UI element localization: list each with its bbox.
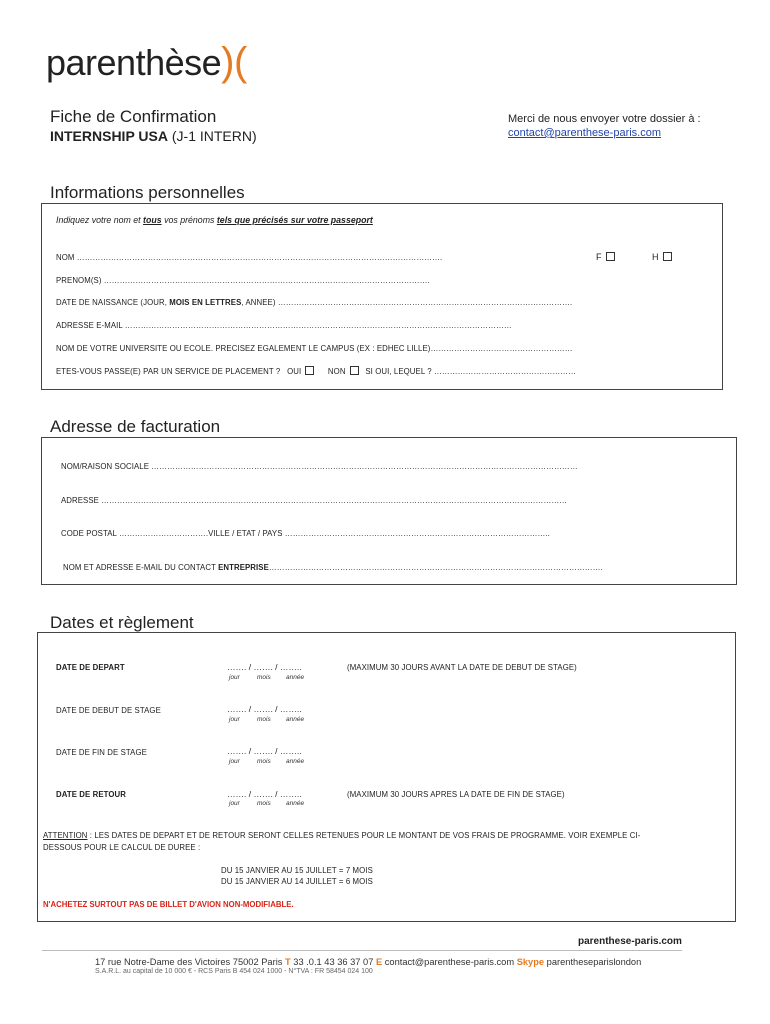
footer-legal: S.A.R.L. au capital de 10 000 € - RCS Paris B 454 024 1000 - N°TVA : FR 58454 024 100 [95, 968, 373, 975]
warning-text: N'ACHETEZ SURTOUT PAS DE BILLET D'AVION NON-MODIFIABLE. [43, 900, 294, 909]
gender-h-checkbox[interactable] [663, 252, 672, 261]
field-contact-entreprise[interactable] [63, 563, 603, 572]
section-heading-dates: Dates et règlement [50, 613, 194, 632]
sub-jour: jour [229, 716, 240, 723]
gender-f-label: F [596, 252, 602, 262]
example-line-2: DU 15 JANVIER AU 14 JUILLET = 6 MOIS [221, 877, 373, 886]
date-sub-depart [229, 674, 304, 681]
instruction-bold: tels que précisés sur votre passeport [216, 215, 373, 225]
date-input-retour[interactable]: ……. / ……. / …….. [227, 789, 302, 799]
date-label-fin: DATE DE FIN DE STAGE [56, 748, 147, 757]
field-adresse[interactable]: ADRESSE …………………………………………………………………………………………………………………………………………………………… [61, 496, 568, 505]
footer-e-key: E [375, 957, 383, 967]
date-input-depart[interactable]: ……. / ……. / …….. [227, 662, 302, 672]
date-sub-debut [229, 716, 304, 723]
field-code-postal[interactable]: CODE POSTAL …………………………….VILLE / ETAT / PAYS ……………………………………………………………………………………….. [61, 529, 550, 538]
placement-oui-checkbox[interactable] [305, 366, 314, 375]
contact-bold: ENTREPRISE [218, 563, 269, 572]
instruction-pre: Indiquez votre nom et [56, 215, 144, 225]
field-universite[interactable]: NOM DE VOTRE UNIVERSITE OU ECOLE. PRECISEZ EGALEMENT LE CAMPUS (EX : EDHEC LILLE)……………………………………………… [56, 344, 573, 353]
contact-pre: NOM ET ADRESSE E-MAIL DU CONTACT [63, 563, 219, 572]
date-label-retour: DATE DE RETOUR [56, 790, 126, 799]
date-input-debut[interactable]: ……. / ……. / …….. [227, 704, 302, 714]
gender-h-option[interactable] [652, 252, 672, 262]
page-subtitle [50, 128, 257, 144]
footer-street: 17 rue Notre-Dame des Victoires 75002 Paris [95, 957, 285, 967]
footer-skype: parentheseparislondon [544, 957, 642, 967]
section-heading-perso: Informations personnelles [50, 183, 245, 202]
placement-non-label: NON [327, 367, 346, 376]
sub-mois: mois [257, 758, 271, 765]
contact-post: ………………………………………………………………………………………………………………. [268, 563, 603, 572]
footer-address [95, 957, 641, 967]
sub-annee: année [286, 800, 305, 807]
sub-mois: mois [257, 716, 271, 723]
date-note-retour: (MAXIMUM 30 JOURS APRES LA DATE DE FIN DE STAGE) [347, 790, 565, 799]
placement-question: ETES-VOUS PASSE(E) PAR UN SERVICE DE PLACEMENT ? [56, 367, 281, 376]
naissance-bold: MOIS EN LETTRES [169, 298, 242, 307]
field-naissance[interactable] [56, 298, 572, 307]
dates-box [37, 632, 736, 922]
date-sub-retour [229, 800, 304, 807]
sub-annee: année [286, 716, 305, 723]
field-prenoms[interactable]: PRENOM(S) ……………………………………………………………………………………………………………. [56, 276, 430, 285]
example-line-1: DU 15 JANVIER AU 15 JUILLET = 7 MOIS [221, 866, 373, 875]
sub-jour: jour [229, 758, 240, 765]
logo-text: parenthèse [46, 42, 222, 83]
perso-box [41, 203, 723, 390]
attention-line-1 [43, 831, 640, 840]
footer-t-key: T [285, 957, 291, 967]
placement-oui-label: OUI [287, 367, 302, 376]
instruction-tous: tous [143, 215, 162, 225]
subtitle-rest: (J-1 INTERN) [167, 128, 257, 144]
date-label-depart: DATE DE DEPART [56, 663, 125, 672]
sub-annee: année [286, 674, 305, 681]
naissance-pre: DATE DE NAISSANCE (JOUR, [56, 298, 170, 307]
footer-skype-key: Skype [516, 957, 545, 967]
subtitle-bold: INTERNSHIP USA [50, 128, 168, 144]
page-title: Fiche de Confirmation [50, 107, 217, 126]
logo [46, 40, 247, 85]
date-sub-fin [229, 758, 304, 765]
logo-paren: )( [221, 40, 247, 84]
sub-mois: mois [257, 800, 271, 807]
field-raison-sociale[interactable]: NOM/RAISON SOCIALE ……………………………………………………………………………………………………………………………………………… [61, 462, 578, 471]
date-note-depart: (MAXIMUM 30 JOURS AVANT LA DATE DE DEBUT DE STAGE) [347, 663, 577, 672]
attention-text: : LES DATES DE DEPART ET DE RETOUR SERONT CELLES RETENUES POUR LE MONTANT DE VOS FRAIS DE PROGRAMME. VOIR EXEMPLE CI- [87, 831, 641, 840]
attention-label: ATTENTION [43, 831, 88, 840]
contact-email-link[interactable]: contact@parenthese-paris.com [508, 127, 662, 139]
section-heading-facturation: Adresse de facturation [50, 417, 221, 436]
field-nom[interactable]: NOM …………………………………………………………………………………………………………………………. [56, 253, 443, 262]
footer-email[interactable]: contact@parenthese-paris.com [382, 957, 517, 967]
footer-website[interactable]: parenthese-paris.com [578, 936, 682, 947]
sub-jour: jour [229, 674, 240, 681]
footer-divider [42, 950, 682, 951]
footer-phone: 33 .0.1 43 36 37 07 [290, 957, 376, 967]
instruction-mid: vos prénoms [161, 215, 217, 225]
sub-annee: année [286, 758, 305, 765]
contact-note: Merci de nous envoyer votre dossier à : [508, 113, 701, 125]
date-label-debut: DATE DE DEBUT DE STAGE [56, 706, 161, 715]
gender-f-option[interactable] [596, 252, 615, 262]
field-placement [56, 366, 576, 376]
attention-line-2: DESSOUS POUR LE CALCUL DE DUREE : [43, 843, 201, 852]
field-email[interactable]: ADRESSE E-MAIL ………………………………………………………………………………………………………………………………… [56, 321, 512, 330]
gender-f-checkbox[interactable] [606, 252, 615, 261]
sub-jour: jour [229, 800, 240, 807]
gender-h-label: H [652, 252, 659, 262]
placement-lequel-field[interactable]: SI OUI, LEQUEL ? ……………………………………………… [365, 367, 577, 376]
date-input-fin[interactable]: ……. / ……. / …….. [227, 746, 302, 756]
sub-mois: mois [257, 674, 271, 681]
naissance-post: , ANNEE) …………………………………………………………………………………………………. [241, 298, 573, 307]
perso-instruction [56, 215, 373, 225]
placement-non-checkbox[interactable] [350, 366, 359, 375]
